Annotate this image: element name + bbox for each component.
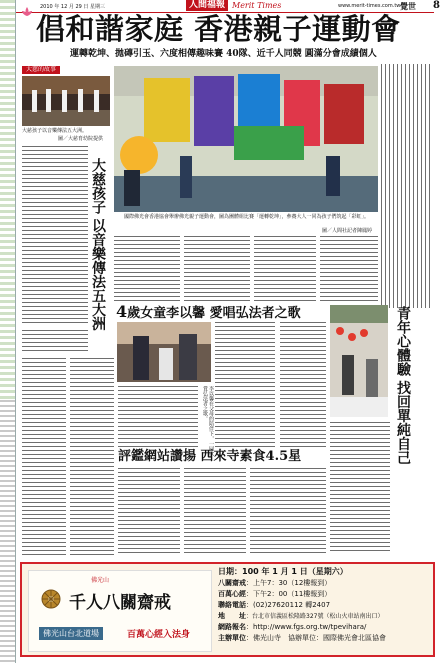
brand-logo: 人間福報 (186, 0, 228, 11)
ad-info-row: 主辦單位：佛光山寺 協辦單位：國際佛光會北區協會 (218, 634, 386, 642)
performance-photo-credit: 圖／大慈育幼院提供 (58, 136, 104, 142)
food-story-text-c (250, 468, 326, 556)
child-photo-caption: 李以馨在父母的陪伴下，一同欣賞弘法者之歌。 (202, 386, 214, 456)
ad-info-row: 八關齋戒：上午7：30（12樓報到） (218, 579, 332, 587)
ad-subtitle: 百萬心經入法身 (127, 630, 191, 640)
child-story-text-a (215, 322, 275, 448)
left-lower-text-a (22, 358, 66, 556)
left-index-strip (0, 0, 16, 663)
main-headline-subline: 運轉乾坤、拋磚引玉、六度相傳趣味賽 40隊、近千人同競 圓滿分會成績個人 (70, 49, 377, 59)
page-number: 8 (433, 0, 440, 11)
story-text-block (22, 146, 88, 324)
website-url: www.merit-times.com.tw (338, 3, 401, 9)
main-headline: 倡和諧家庭 香港親子運動會 (36, 12, 401, 46)
retreat-ad[interactable] (20, 562, 435, 657)
ad-info-row: 聯絡電話：(02)27620112 轉2407 (218, 601, 331, 609)
child-story-age: 4 (116, 302, 128, 321)
youth-story-vertical-headline (396, 306, 410, 526)
performance-photo (22, 76, 110, 126)
index-strip-gray-band (0, 400, 15, 663)
ad-org-tag: 佛光山 (91, 577, 110, 584)
ad-banner-left (28, 570, 212, 652)
center-text-col-c (254, 236, 316, 302)
left-lower-text-b (70, 358, 114, 556)
issue-date: 2010 年 12 月 29 日 星期三 (40, 4, 105, 10)
ad-date-line: 日期：100 年 1 月 1 日（星期六） (218, 567, 348, 576)
dharma-wheel-icon (41, 589, 61, 609)
sports-day-photo-credit: 圖／人間社記者陳鳳婷 (322, 228, 373, 234)
ad-title: 千人八關齋戒 (69, 593, 171, 613)
body-text-column (381, 64, 433, 308)
youth-headline-text: 青年心體驗 找回單純自己 (395, 306, 411, 465)
ad-info-row: 地 址：台北市信義區松隆路327號（松山火車站南出口） (218, 612, 384, 620)
food-story-text-b (184, 468, 246, 556)
child-story-text-b (280, 322, 326, 448)
story-text-block-lower (22, 330, 88, 354)
ad-footer-line: 佛光山台北道場 (39, 627, 103, 640)
story-vertical-headline: 大慈孩子 以音樂傳法五大洲 (90, 158, 106, 331)
ad-info-rows (218, 578, 432, 644)
sports-day-photo-caption: 國際佛光會香港協會舉辦佛光親子運動會，圖為團體組比賽「運轉乾坤」，參賽大人一同為孩子們筑起「彩虹」。 (124, 214, 370, 220)
performance-photo-caption: 大慈孩子以音樂傳法五大洲。 (22, 128, 88, 134)
child-story-headline (116, 302, 301, 321)
child-family-photo (117, 322, 211, 382)
youth-story-text (330, 422, 390, 554)
ad-info-row: 網路報名：http://www.fgs.org.tw/tpevihara/ (218, 623, 367, 631)
section-name: 覺世 (400, 1, 416, 11)
food-story-headline: 評鑑網站讚揚 西來寺素食4.5星 (118, 449, 302, 464)
index-strip-green-band (0, 0, 15, 400)
ad-registration-link[interactable]: http://www.fgs.org.tw/tpevihara/ (253, 623, 367, 631)
lotus-logo-icon (22, 1, 32, 10)
brand-logo-en: Merit Times (232, 1, 282, 10)
food-story-text-a (118, 468, 180, 556)
youth-volunteer-photo (330, 305, 388, 417)
story-tag-badge: 大慈的故事 (22, 66, 60, 74)
center-text-col-b (184, 236, 250, 302)
center-text-col-d (320, 236, 378, 302)
center-text-col-a (114, 236, 180, 302)
ad-info-row: 百萬心經：下午2：00（11樓報到） (218, 590, 332, 598)
sports-day-photo (114, 66, 378, 212)
child-story-title: 歲女童李以馨 愛唱弘法者之歌 (127, 306, 301, 321)
left-lower-text-c (118, 386, 198, 448)
